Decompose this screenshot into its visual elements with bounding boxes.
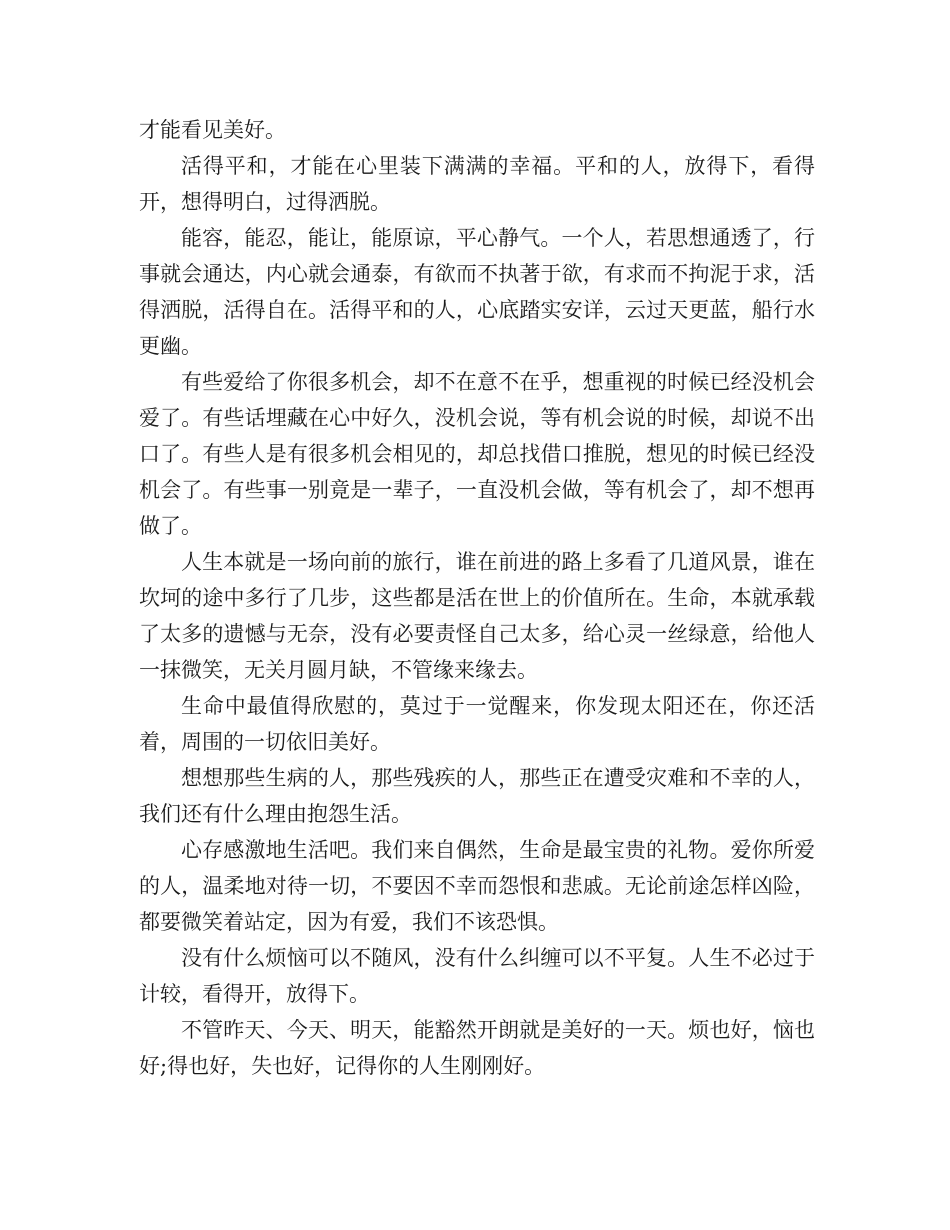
paragraph: 活得平和，才能在心里装下满满的幸福。平和的人，放得下，看得开，想得明白，过得洒脱。 [139,154,815,214]
paragraph: 人生本就是一场向前的旅行，谁在前进的路上多看了几道风景，谁在坎坷的途中多行了几步，这些都是活在世上的价值所在。生命，本就承载了太多的遗憾与无奈，没有必要责怪自己太多，给心灵一丝绿意，给他人一抹微笑，无关月圆月缺，不管缘来缘去。 [139,550,815,682]
paragraph: 有些爱给了你很多机会，却不在意不在乎，想重视的时候已经没机会爱了。有些话埋藏在心中好久，没机会说，等有机会说的时候，却说不出口了。有些人是有很多机会相见的，却总找借口推脱，想见的时候已经没机会了。有些事一别竟是一辈子，一直没机会做，等有机会了，却不想再做了。 [139,370,815,538]
paragraph: 心存感激地生活吧。我们来自偶然，生命是最宝贵的礼物。爱你所爱的人，温柔地对待一切，不要因不幸而怨恨和悲戚。无论前途怎样凶险，都要微笑着站定，因为有爱，我们不该恐惧。 [139,838,815,934]
document-body [139,112,815,1084]
paragraph: 没有什么烦恼可以不随风，没有什么纠缠可以不平复。人生不必过于计较，看得开，放得下。 [139,946,815,1006]
paragraph: 生命中最值得欣慰的，莫过于一觉醒来，你发现太阳还在，你还活着，周围的一切依旧美好。 [139,694,815,754]
paragraph: 能容，能忍，能让，能原谅，平心静气。一个人，若思想通透了，行事就会通达，内心就会通泰，有欲而不执著于欲，有求而不拘泥于求，活得洒脱，活得自在。活得平和的人，心底踏实安详，云过天更蓝，船行水更幽。 [139,226,815,358]
paragraph-continued: 才能看见美好。 [139,118,286,142]
paragraph: 想想那些生病的人，那些残疾的人，那些正在遭受灾难和不幸的人，我们还有什么理由抱怨生活。 [139,766,815,826]
paragraph: 不管昨天、今天、明天，能豁然开朗就是美好的一天。烦也好，恼也好;得也好，失也好，记得你的人生刚刚好。 [139,1018,815,1078]
